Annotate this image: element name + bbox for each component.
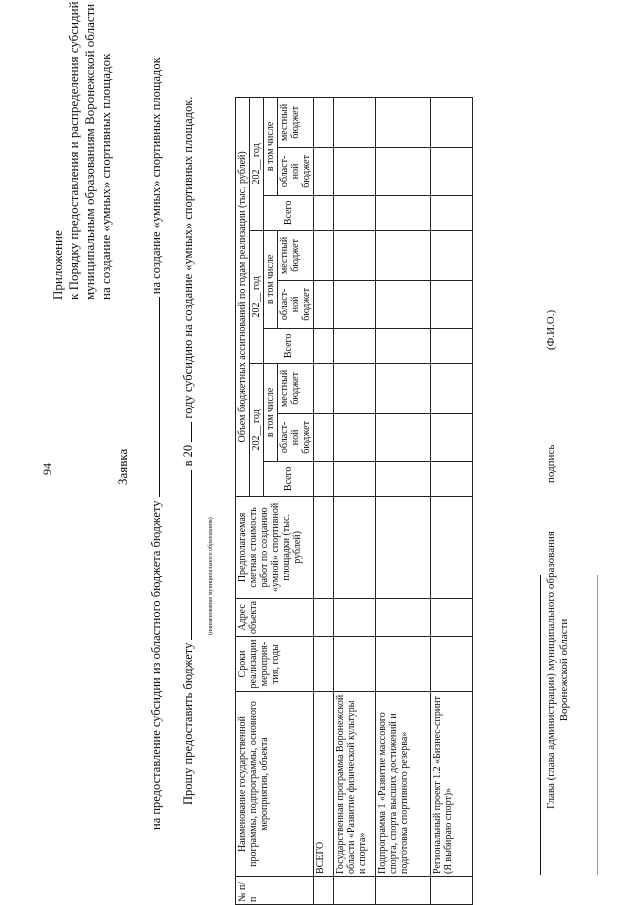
request-text-2: на создание «умных» спортивных площадок [149, 57, 163, 295]
row-num [334, 877, 376, 905]
table-row [314, 97, 334, 904]
appendix-block [50, 0, 114, 300]
table-row [376, 97, 431, 904]
municipality-note: (наименование муниципального образования) [208, 517, 214, 635]
signature-label: подпись [545, 444, 557, 483]
local-header-1: местный бюджет [278, 363, 314, 413]
header-cost: Предполагаемая сметная стоимость работ по созданию «умной» спортивной площадки (тыс. рублей) [236, 496, 314, 598]
row-name: Подпрограмма 1 «Развитие массового спорта, спорта высших достижений и подготовка спортивного резерва» [376, 692, 431, 877]
row-num [314, 877, 334, 905]
row-name: Государственная программа Воронежской области «Развитие физической культуры и спорта» [334, 692, 376, 877]
municipality-blank [148, 297, 160, 497]
header-volume: Объем бюджетных ассигнований по годам реализации (тыс. рублей) [236, 97, 250, 496]
header-address: Адрес объекта [236, 598, 314, 636]
subsidy-table [235, 97, 473, 905]
incl-header-1: в том числе [264, 363, 278, 461]
document-title: Заявка [115, 448, 130, 485]
year-header-3: 202__ год [250, 97, 264, 230]
table-row [334, 97, 376, 904]
request-text-5: году субсидию на создание «умных» спортивных площадок. [181, 96, 195, 419]
local-header-3: местный бюджет [278, 97, 314, 147]
request-line-2 [180, 97, 196, 805]
year-header-2: 202__ год [250, 230, 264, 363]
head-of-administration-label: Глава (глава администрации) муниципального образования Воронежской области [545, 531, 570, 809]
regional-header-2: област-ной бюджет [278, 280, 314, 328]
appendix-line-1: Приложение [50, 230, 65, 300]
total-header-1: Всего [264, 461, 314, 496]
row-num [376, 877, 431, 905]
incl-header-2: в том числе [264, 230, 278, 328]
signature-divider [540, 575, 541, 875]
incl-header-3: в том числе [264, 97, 278, 195]
year-header-1: 202__ год [250, 363, 264, 496]
left-margin-line [597, 575, 598, 875]
budget-blank [180, 470, 192, 640]
header-name: Наименование государственной программы, подпрограммы, основного мероприятия, объекта [236, 692, 314, 877]
row-num [431, 877, 473, 905]
header-terms: Сроки реализации мероприя-тия, годы [236, 637, 314, 692]
regional-header-1: област-ной бюджет [278, 413, 314, 461]
request-text-1: на предоставление субсидии из областного бюджета бюджету [149, 500, 163, 830]
page-number: 94 [40, 463, 54, 475]
row-name: ВСЕГО [314, 692, 334, 877]
fio-label: (Ф.И.О.) [545, 309, 557, 350]
regional-header-3: област-ной бюджет [278, 147, 314, 195]
request-text-4: в 20 [181, 444, 195, 467]
year-blank [180, 422, 192, 442]
total-header-3: Всего [264, 195, 314, 230]
local-header-2: местный бюджет [278, 230, 314, 280]
row-name: Региональный проект 1.2 «Бизнес-спринт (Я выбираю спорт)» [431, 692, 473, 877]
total-header-2: Всего [264, 328, 314, 363]
table-row [431, 97, 473, 904]
request-text-3: Прошу предоставить бюджету [181, 642, 195, 805]
header-num: № п/п [236, 877, 314, 905]
appendix-line-4: на создание «умных» спортивных площадок [98, 53, 113, 300]
request-line-1 [148, 57, 164, 830]
appendix-line-3: муниципальным образованиям Воронежской области [82, 3, 97, 300]
appendix-line-2: к Порядку предоставления и распределения субсидий [66, 1, 81, 300]
